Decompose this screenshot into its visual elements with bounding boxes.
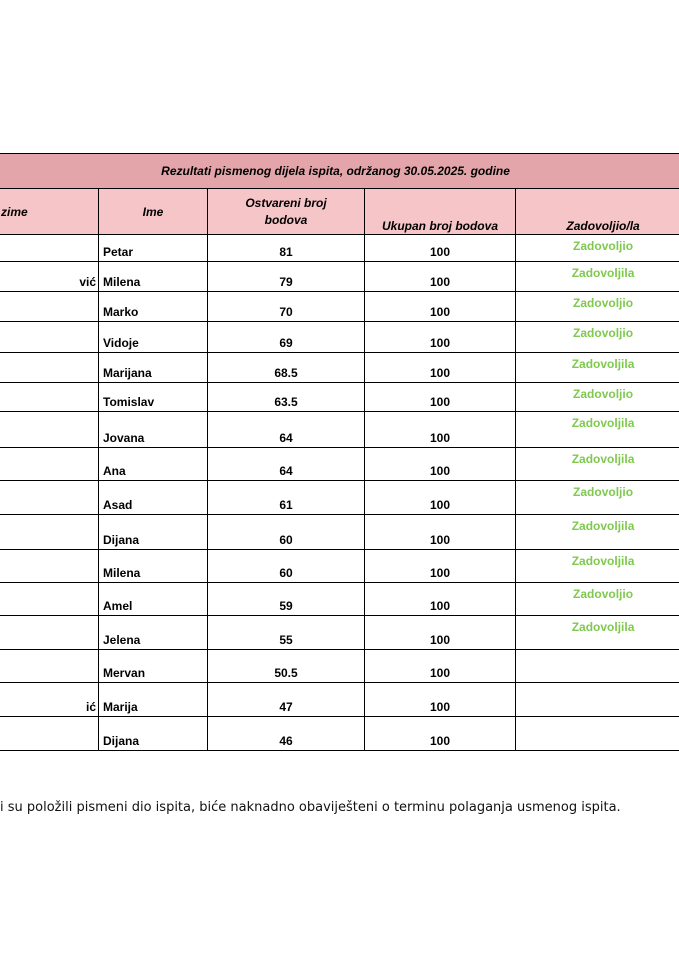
cell-status: Zadovoljila: [516, 515, 679, 550]
cell-points: 60: [208, 550, 365, 583]
results-table: [0, 153, 679, 751]
cell-total: 100: [365, 550, 516, 583]
cell-surname: [0, 481, 99, 515]
cell-status: Zadovoljila: [516, 353, 679, 383]
cell-points: 70: [208, 292, 365, 322]
cell-points: 60: [208, 515, 365, 550]
cell-points: 64: [208, 412, 365, 448]
cell-points: 69: [208, 322, 365, 353]
cell-surname: vić: [0, 262, 99, 292]
table-row: [0, 322, 679, 353]
cell-name: Dijana: [99, 717, 208, 751]
cell-surname: [0, 650, 99, 683]
table-row: [0, 292, 679, 322]
cell-status: Zadovoljio: [516, 292, 679, 322]
cell-name: Tomislav: [99, 383, 208, 412]
cell-name: Amel: [99, 583, 208, 616]
cell-points: 79: [208, 262, 365, 292]
cell-status: Zadovoljila: [516, 616, 679, 650]
cell-surname: [0, 383, 99, 412]
cell-total: 100: [365, 717, 516, 751]
cell-surname: [0, 717, 99, 751]
cell-status: [516, 717, 679, 751]
cell-points: 68.5: [208, 353, 365, 383]
cell-points: 50.5: [208, 650, 365, 683]
table-row: [0, 412, 679, 448]
cell-total: 100: [365, 683, 516, 717]
cell-points: 64: [208, 448, 365, 481]
cell-name: Milena: [99, 262, 208, 292]
cell-name: Asad: [99, 481, 208, 515]
cell-surname: ić: [0, 683, 99, 717]
cell-name: Milena: [99, 550, 208, 583]
cell-total: 100: [365, 262, 516, 292]
header-total: Ukupan broj bodova: [365, 189, 516, 235]
footnote: i su položili pismeni dio ispita, biće naknadno obaviješteni o terminu polaganja usmenog ispita.: [0, 800, 621, 815]
cell-total: 100: [365, 235, 516, 262]
table-row: [0, 383, 679, 412]
cell-status: Zadovoljila: [516, 262, 679, 292]
table-row: [0, 235, 679, 262]
header-status: Zadovoljio/la: [516, 189, 679, 235]
cell-total: 100: [365, 616, 516, 650]
table-row: [0, 683, 679, 717]
cell-name: Jovana: [99, 412, 208, 448]
cell-total: 100: [365, 448, 516, 481]
cell-surname: [0, 583, 99, 616]
cell-status: Zadovoljio: [516, 383, 679, 412]
cell-total: 100: [365, 353, 516, 383]
cell-points: 61: [208, 481, 365, 515]
header-points: Ostvareni broj bodova: [208, 189, 365, 235]
cell-surname: [0, 448, 99, 481]
cell-surname: [0, 235, 99, 262]
cell-name: Mervan: [99, 650, 208, 683]
table-row: [0, 515, 679, 550]
cell-name: Vidoje: [99, 322, 208, 353]
cell-surname: [0, 292, 99, 322]
cell-total: 100: [365, 481, 516, 515]
cell-total: 100: [365, 383, 516, 412]
header-surname: zime: [0, 189, 99, 235]
cell-surname: [0, 616, 99, 650]
cell-points: 55: [208, 616, 365, 650]
table-row: [0, 448, 679, 481]
cell-surname: [0, 515, 99, 550]
cell-total: 100: [365, 515, 516, 550]
cell-name: Marko: [99, 292, 208, 322]
cell-points: 81: [208, 235, 365, 262]
cell-surname: [0, 322, 99, 353]
cell-total: 100: [365, 322, 516, 353]
table-row: [0, 481, 679, 515]
cell-status: [516, 683, 679, 717]
cell-name: Petar: [99, 235, 208, 262]
cell-total: 100: [365, 412, 516, 448]
table-row: [0, 262, 679, 292]
cell-status: Zadovoljio: [516, 235, 679, 262]
cell-total: 100: [365, 292, 516, 322]
cell-name: Jelena: [99, 616, 208, 650]
cell-name: Ana: [99, 448, 208, 481]
cell-name: Marijana: [99, 353, 208, 383]
table-row: [0, 650, 679, 683]
cell-points: 47: [208, 683, 365, 717]
title-row: [0, 154, 679, 189]
table-row: [0, 583, 679, 616]
table-title: Rezultati pismenog dijela ispita, održanog 30.05.2025. godine: [0, 154, 679, 189]
cell-status: Zadovoljio: [516, 583, 679, 616]
cell-name: Dijana: [99, 515, 208, 550]
cell-status: Zadovoljila: [516, 448, 679, 481]
header-row: [0, 189, 679, 235]
header-name: Ime: [99, 189, 208, 235]
table-row: [0, 353, 679, 383]
cell-total: 100: [365, 650, 516, 683]
cell-total: 100: [365, 583, 516, 616]
cell-name: Marija: [99, 683, 208, 717]
cell-surname: [0, 353, 99, 383]
cell-status: Zadovoljio: [516, 322, 679, 353]
cell-points: 46: [208, 717, 365, 751]
cell-points: 63.5: [208, 383, 365, 412]
table-row: [0, 717, 679, 751]
cell-points: 59: [208, 583, 365, 616]
cell-status: Zadovoljila: [516, 550, 679, 583]
table-row: [0, 550, 679, 583]
cell-status: Zadovoljila: [516, 412, 679, 448]
cell-surname: [0, 550, 99, 583]
cell-status: Zadovoljio: [516, 481, 679, 515]
table-row: [0, 616, 679, 650]
cell-status: [516, 650, 679, 683]
cell-surname: [0, 412, 99, 448]
